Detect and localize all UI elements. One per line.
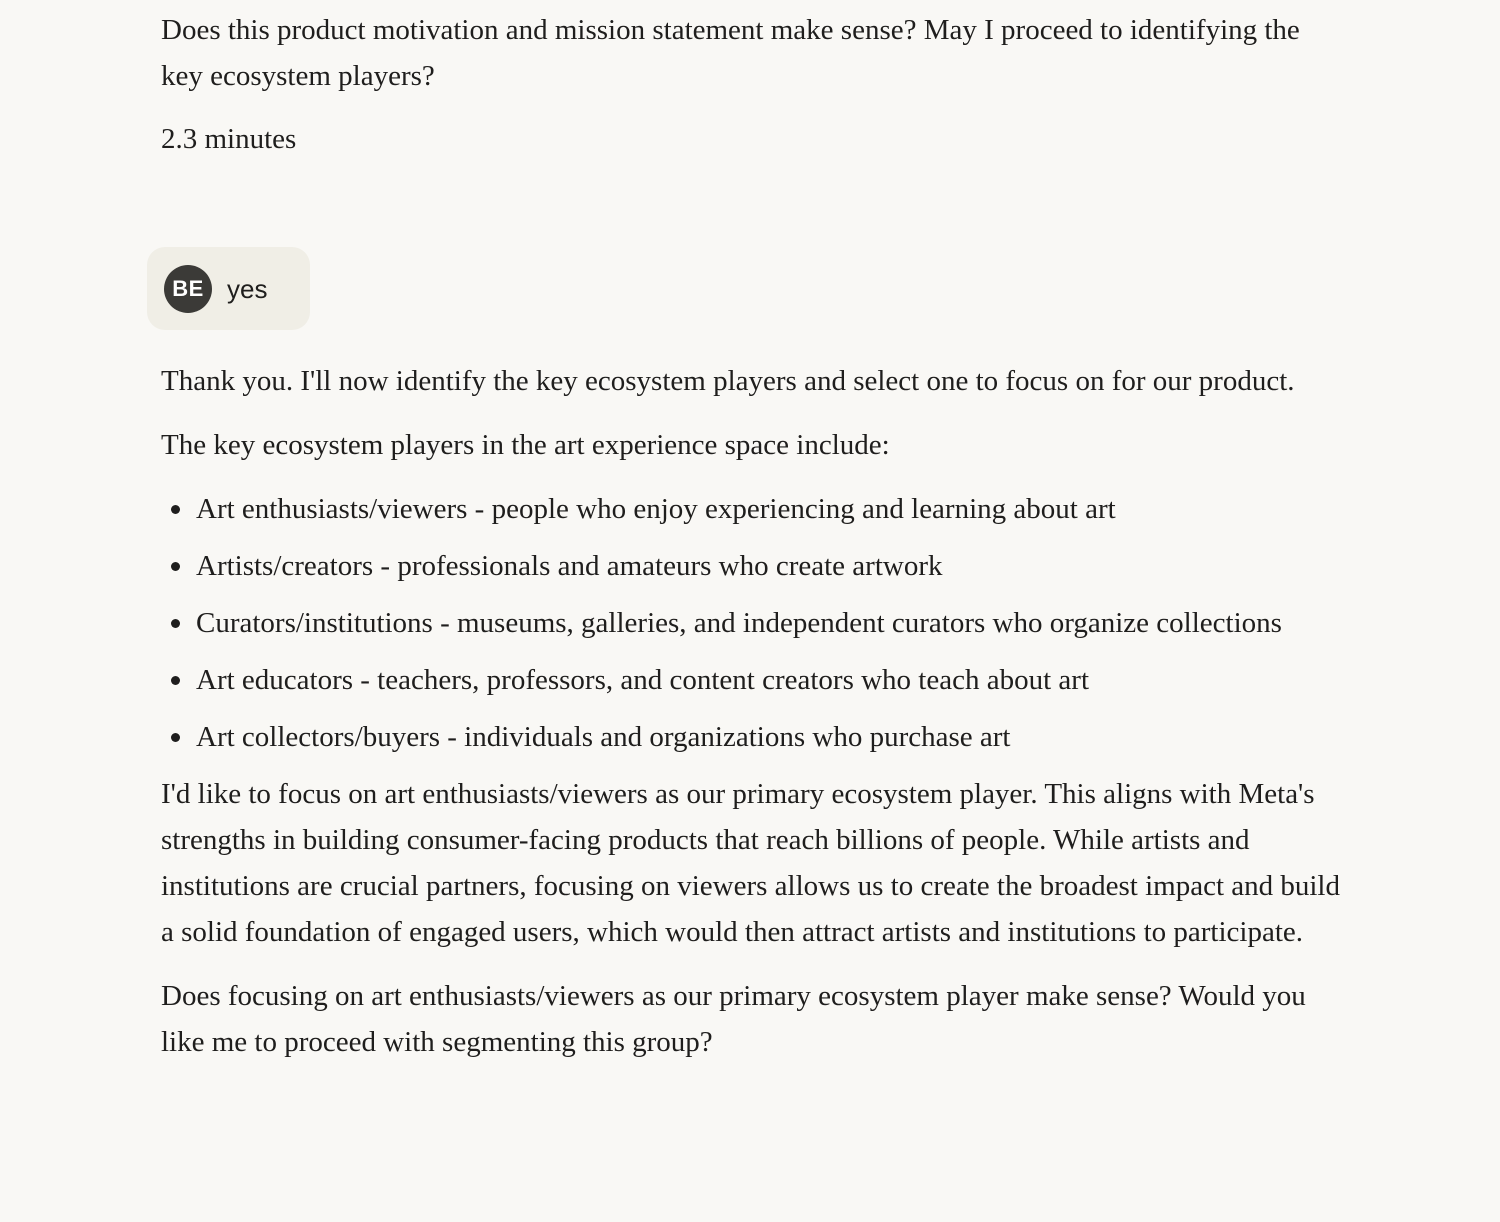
list-item-text: Artists/creators - professionals and amateurs who create artwork [196,550,943,582]
bullet-icon [171,562,180,571]
ecosystem-players-list [161,486,1341,760]
reply-intro: Thank you. I'll now identify the key ecosystem players and select one to focus on for our product. [161,365,1295,397]
focus-paragraph: I'd like to focus on art enthusiasts/viewers as our primary ecosystem player. This aligns with Meta's strengths in building consumer-facing products that reach billions of people. While artists and institutions are crucial partners, focusing on viewers allows us to create the broadest impact and build a solid foundation of engaged users, which would then attract artists and institutions to participate. [161,778,1340,948]
user-message-text: yes [227,274,268,304]
closing-question: Does focusing on art enthusiasts/viewers as our primary ecosystem player make sense? Would you like me to proceed with segmenting this group? [161,980,1306,1058]
bullet-icon [171,733,180,742]
list-item [161,657,1341,703]
list-item [161,714,1341,760]
list-item-text: Art educators - teachers, professors, and content creators who teach about art [196,664,1089,696]
list-item [161,486,1341,532]
user-message-bubble [147,247,310,330]
players-list-heading: The key ecosystem players in the art experience space include: [161,429,890,461]
previous-assistant-message [161,7,1341,162]
list-item-text: Curators/institutions - museums, galleries, and independent curators who organize collections [196,607,1282,639]
bullet-icon [171,676,180,685]
bullet-icon [171,619,180,628]
list-item [161,543,1341,589]
list-item [161,600,1341,646]
list-item-text: Art collectors/buyers - individuals and organizations who purchase art [196,721,1011,753]
previous-question-text: Does this product motivation and mission statement make sense? May I proceed to identifying the key ecosystem players? [161,14,1300,92]
list-item-text: Art enthusiasts/viewers - people who enjoy experiencing and learning about art [196,493,1116,525]
user-avatar: BE [164,265,212,313]
assistant-reply [161,358,1341,1083]
elapsed-time: 2.3 minutes [161,123,297,155]
bullet-icon [171,505,180,514]
